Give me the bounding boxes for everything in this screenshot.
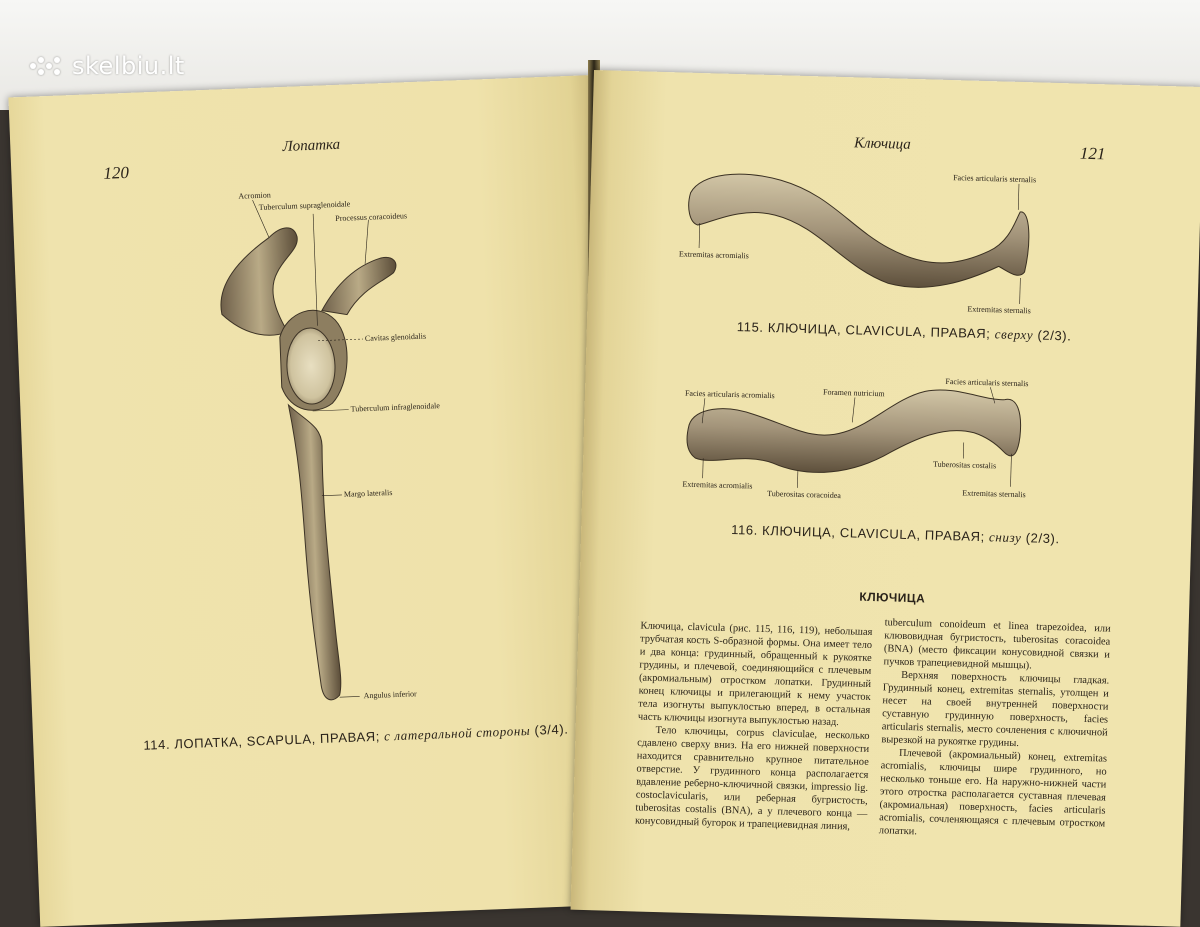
watermark-logo-icon xyxy=(30,55,66,77)
caption-114-scale: (3/4). xyxy=(534,721,569,737)
scapula-illustration xyxy=(8,75,616,717)
paragraph: Плечевой (акромиальный) конец, extremitas acromialis, ключицы шире грудинного, но несколько тоньше его. На наружно-нижней части этого отростка располагается суставная плечевая (акромиальная) поверхность, facies articularis acromialis, сочленяющаяся с плечевым отростком лопатки. xyxy=(879,746,1107,843)
clavicle-illustrations xyxy=(582,70,1200,517)
paragraph: Ключица, clavicula (рис. 115, 116, 119), небольшая трубчатая кость S-образной формы. Она имеет тело и два конца: грудинный, обращенный к рукоятке грудины, и плечевой, соединяющийся с плечевым (акромиальным) отростком лопатки. Грудинный конец ключицы и прилегающий к нему участок тела изогнуты выпуклостью вперед, в остальная часть ключицы изогнута выпуклостью назад. xyxy=(638,620,873,730)
caption-115-main: 115. КЛЮЧИЦА, CLAVICULA, ПРАВАЯ; xyxy=(737,319,991,341)
text-column-right xyxy=(879,616,1111,843)
caption-114-main: 114. ЛОПАТКА, SCAPULA, ПРАВАЯ; xyxy=(143,729,380,753)
watermark-text: skelbiu.lt xyxy=(72,52,185,80)
label-processus-coracoideus: Processus coracoideus xyxy=(335,211,407,223)
text-column-left xyxy=(635,620,873,834)
left-page xyxy=(8,75,624,927)
paragraph: Верхняя поверхность ключицы гладкая. Грудинный конец, extremitas sternalis, утолщен и несет на своей внутренней поверхности суставную грудинную поверхность, facies articularis sternalis, место сочленения с ключичной вырезкой на рукоятке грудины. xyxy=(881,668,1109,752)
label-acromion: Acromion xyxy=(238,190,271,200)
paragraph: tuberculum conoideum et linea trapezoidea, или клювовидная бугристость, tuberositas coracoidea (BNA) (место фиксации конусовидной связки и пучков трапециевидной мышцы). xyxy=(883,616,1110,674)
fig115-label-extremitas-sternalis: Extremitas sternalis xyxy=(967,305,1031,316)
watermark xyxy=(30,52,185,80)
running-head-left: Лопатка xyxy=(282,137,340,156)
fig115-label-extremitas-acromialis: Extremitas acromialis xyxy=(679,249,749,260)
paragraph: Тело ключицы, corpus claviculae, несколько сдавлено сверху вниз. На его нижней поверхности находится сравнительно крупное питательное отверстие. У грудинного конца располагается вдавление реберно-ключичной связки, impressio lig. costoclavicularis, или реберная бугристость, tuberositas costalis (BNA), а у плечевого конца — конусовидный бугорок и трапециевидная линия, xyxy=(635,723,870,833)
caption-115-view: сверху xyxy=(995,326,1034,342)
label-tuberculum-supraglenoidale: Tuberculum supraglenoidale xyxy=(259,199,351,212)
page-number-left: 120 xyxy=(103,163,129,184)
fig116-label-tuberositas-coracoidea: Tuberositas coracoidea xyxy=(767,489,841,500)
fig116-label-extremitas-acromialis: Extremitas acromialis xyxy=(682,480,752,491)
fig116-label-foramen-nutricium: Foramen nutricium xyxy=(823,388,885,399)
fig116-label-facies-articularis-sternalis: Facies articularis sternalis xyxy=(945,377,1028,388)
fig115-label-facies-articularis-sternalis: Facies articularis sternalis xyxy=(953,173,1036,184)
running-head-right: Ключица xyxy=(854,135,911,154)
page-number-right: 121 xyxy=(1080,144,1106,165)
caption-116-scale: (2/3). xyxy=(1026,530,1060,546)
label-angulus-inferior: Angulus inferior xyxy=(363,689,416,700)
caption-114-view: с латеральной стороны xyxy=(384,723,531,744)
caption-116-view: снизу xyxy=(989,529,1022,545)
caption-116-main: 116. КЛЮЧИЦА, CLAVICULA, ПРАВАЯ; xyxy=(731,522,985,544)
fig116-label-extremitas-sternalis: Extremitas sternalis xyxy=(962,488,1026,499)
caption-115-scale: (2/3). xyxy=(1037,327,1071,343)
figure-116-caption xyxy=(731,522,1060,547)
label-tuberculum-infraglenoidale: Tuberculum infraglenoidale xyxy=(350,401,440,413)
right-page xyxy=(571,70,1200,927)
label-margo-lateralis: Margo lateralis xyxy=(344,488,393,499)
fig116-label-tuberositas-costalis: Tuberositas costalis xyxy=(933,460,996,471)
figure-114-caption xyxy=(143,721,569,753)
fig116-label-facies-articularis-acromialis: Facies articularis acromialis xyxy=(685,389,775,401)
section-title: КЛЮЧИЦА xyxy=(859,590,925,606)
label-cavitas-glenoidalis: Cavitas glenoidalis xyxy=(365,332,426,343)
